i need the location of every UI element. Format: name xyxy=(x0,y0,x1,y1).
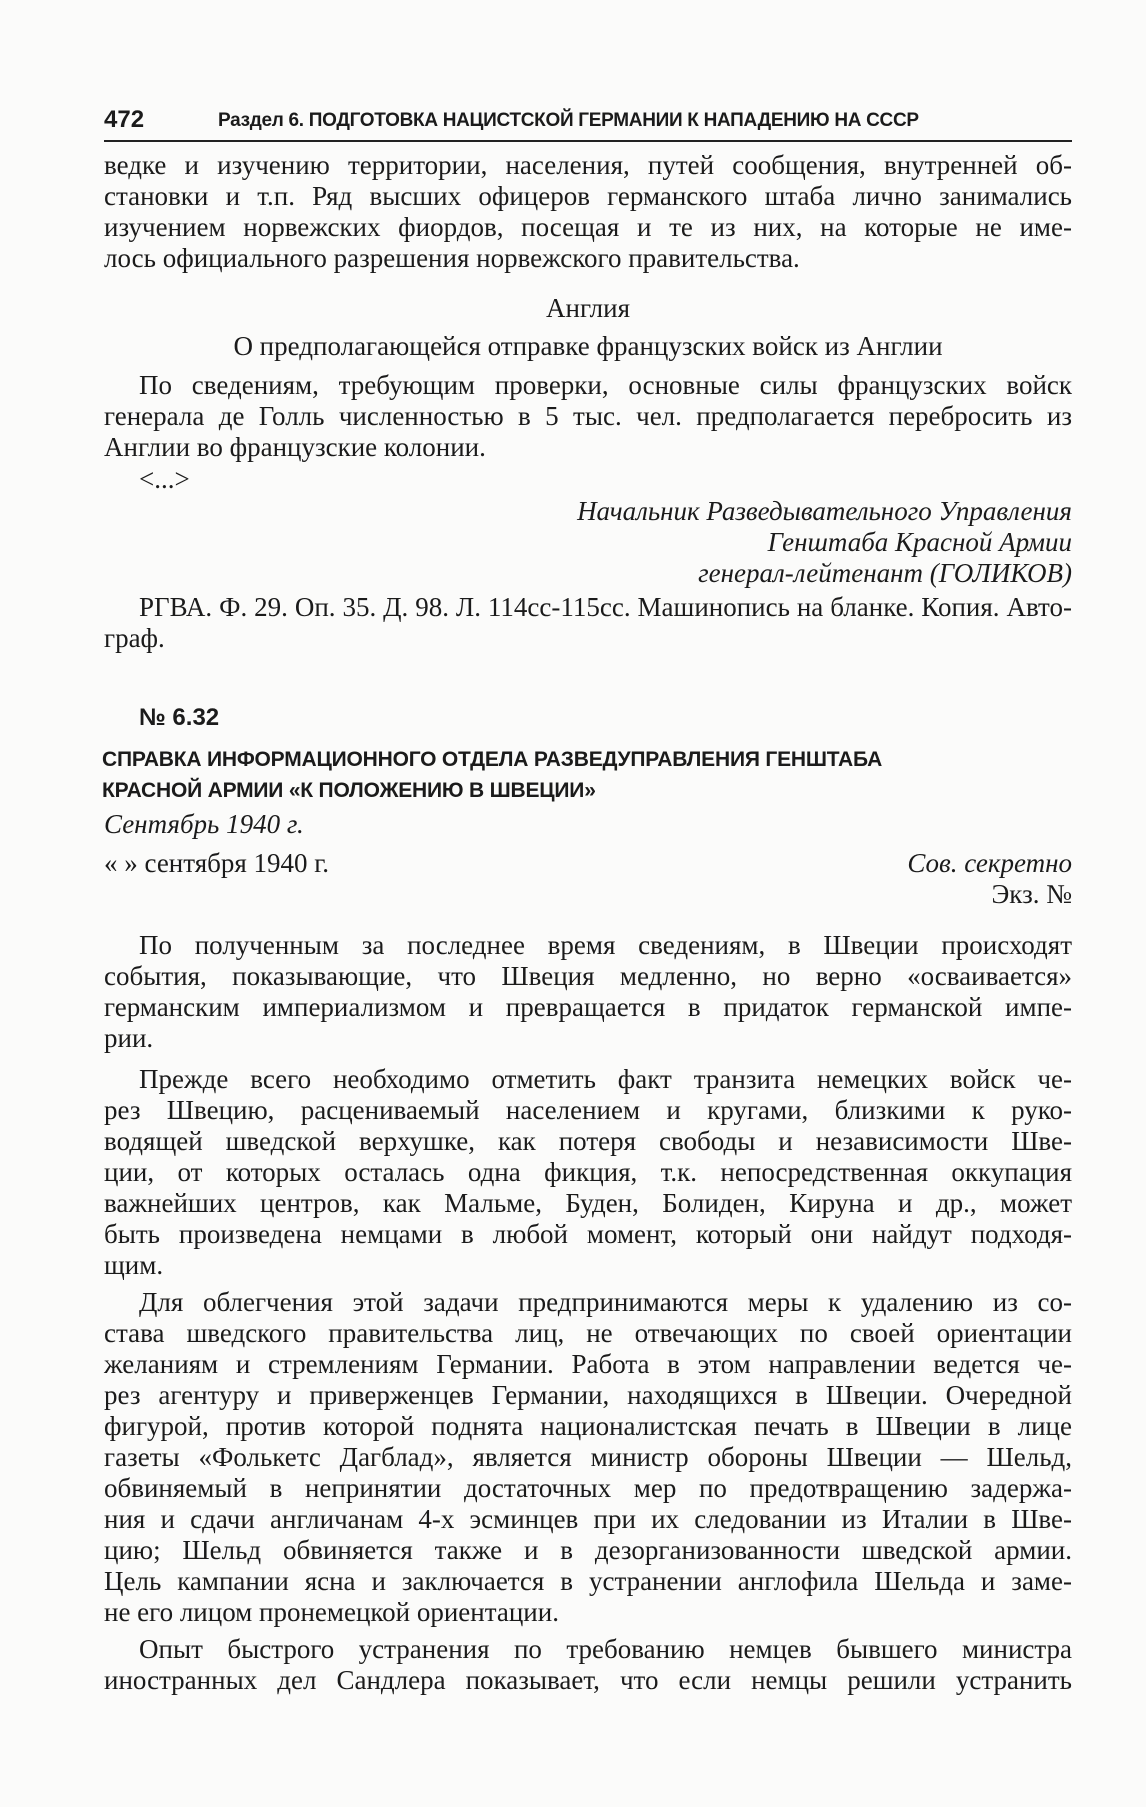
text-line: фигурой, против которой поднята националистская печать в Швеции в лице xyxy=(104,1411,1072,1441)
document-title-line-1: СПРАВКА ИНФОРМАЦИОННОГО ОТДЕЛА РАЗВЕДУПРАВЛЕНИЯ ГЕНШТАБА xyxy=(102,748,883,771)
text-line: иностранных дел Сандлера показывает, что если немцы решили устранить xyxy=(104,1665,1072,1695)
text-line: не его лицом пронемецкой ориентации. xyxy=(104,1597,559,1627)
document-date: Сентябрь 1940 г. xyxy=(104,809,304,839)
intro-paragraph xyxy=(104,150,1072,274)
text-line: ведке и изучению территории, населения, путей сообщения, внутренней об- xyxy=(104,150,1072,180)
text-line: По сведениям, требующим проверки, основные силы французских войск xyxy=(139,370,1072,400)
document-date-line: « » сентября 1940 г. xyxy=(104,848,330,878)
text-line: важнейших центров, как Мальме, Буден, Болиден, Кируна и др., может xyxy=(104,1188,1072,1218)
classification-stamp: Сов. секретно xyxy=(907,848,1072,878)
text-line: рез агентуру и приверженцев Германии, находящихся в Швеции. Очередной xyxy=(104,1380,1072,1410)
england-paragraph xyxy=(104,370,1072,463)
body-paragraph-1 xyxy=(104,930,1072,1054)
text-line: водящей шведской верхушке, как потеря свободы и независимости Шве- xyxy=(104,1126,1072,1156)
section-title-england: Англия xyxy=(546,293,630,323)
text-line: цию; Шельд обвиняется также и в дезорганизованности шведской армии. xyxy=(104,1535,1072,1565)
body-paragraph-4 xyxy=(104,1634,1072,1696)
signature-line-3: генерал-лейтенант (ГОЛИКОВ) xyxy=(698,558,1072,588)
text-line: Цель кампании ясна и заключается в устранении англофила Шельда и заме- xyxy=(104,1566,1072,1596)
text-line: РГВА. Ф. 29. Оп. 35. Д. 98. Л. 114сс-115сс. Машинопись на бланке. Копия. Авто- xyxy=(139,592,1072,622)
text-line: быть произведена немцами в любой момент, который они найдут подходя- xyxy=(104,1219,1072,1249)
omission-mark: <...> xyxy=(139,464,190,494)
text-line: Опыт быстрого устранения по требованию немцев бывшего министра xyxy=(139,1634,1072,1664)
text-line: желаниям и стремлениям Германии. Работа в этом направлении ведется че- xyxy=(104,1349,1072,1379)
document-number: № 6.32 xyxy=(139,704,220,731)
text-line: рии. xyxy=(104,1023,154,1053)
text-line: Англии во французские колонии. xyxy=(104,432,486,462)
section-subtitle: О предполагающейся отправке французских войск из Англии xyxy=(233,331,943,361)
copy-number: Экз. № xyxy=(991,879,1072,909)
running-header xyxy=(104,106,1072,136)
signature-line-1: Начальник Разведывательного Управления xyxy=(577,496,1072,526)
text-line: ния и сдачи англичанам 4-х эсминцев при их следовании из Италии в Шве- xyxy=(104,1504,1072,1534)
text-line: рез Швецию, расцениваемый населением и кругами, близкими к руко- xyxy=(104,1095,1072,1125)
text-line: граф. xyxy=(104,623,165,653)
text-line: обвиняемый в непринятии достаточных мер по предотвращению задержа- xyxy=(104,1473,1072,1503)
text-line: газеты «Фолькетс Дагблад», является министр обороны Швеции — Шельд, xyxy=(104,1442,1072,1472)
text-line: щим. xyxy=(104,1250,164,1280)
body-paragraph-2 xyxy=(104,1064,1072,1281)
signature-line-2: Генштаба Красной Армии xyxy=(767,527,1072,557)
text-line: лось официального разрешения норвежского правительства. xyxy=(104,243,800,273)
header-rule xyxy=(104,140,1072,142)
text-line: события, показывающие, что Швеция медленно, но верно «осваивается» xyxy=(104,961,1072,991)
document-title-line-2: КРАСНОЙ АРМИИ «К ПОЛОЖЕНИЮ В ШВЕЦИИ» xyxy=(102,779,596,802)
text-line: Для облегчения этой задачи предпринимаются меры к удалению из со- xyxy=(139,1287,1072,1317)
page-number: 472 xyxy=(104,106,145,133)
text-line: изучением норвежских фиордов, посещая и те из них, на которые не име- xyxy=(104,212,1072,242)
text-line: става шведского правительства лиц, не отвечающих по своей ориентации xyxy=(104,1318,1072,1348)
archive-source-note xyxy=(104,592,1072,654)
text-line: генерала де Голль численностью в 5 тыс. чел. предполагается перебросить из xyxy=(104,401,1072,431)
text-line: По полученным за последнее время сведениям, в Швеции происходят xyxy=(139,930,1072,960)
text-line: Прежде всего необходимо отметить факт транзита немецких войск че- xyxy=(139,1064,1072,1094)
body-paragraph-3 xyxy=(104,1287,1072,1628)
running-title: Раздел 6. ПОДГОТОВКА НАЦИСТСКОЙ ГЕРМАНИИ К НАПАДЕНИЮ НА СССР xyxy=(218,110,919,131)
text-line: германским империализмом и превращается в придаток германской импе- xyxy=(104,992,1072,1022)
text-line: ции, от которых осталась одна фикция, т.к. непосредственная оккупация xyxy=(104,1157,1072,1187)
text-line: становки и т.п. Ряд высших офицеров германского штаба лично занимались xyxy=(104,181,1072,211)
